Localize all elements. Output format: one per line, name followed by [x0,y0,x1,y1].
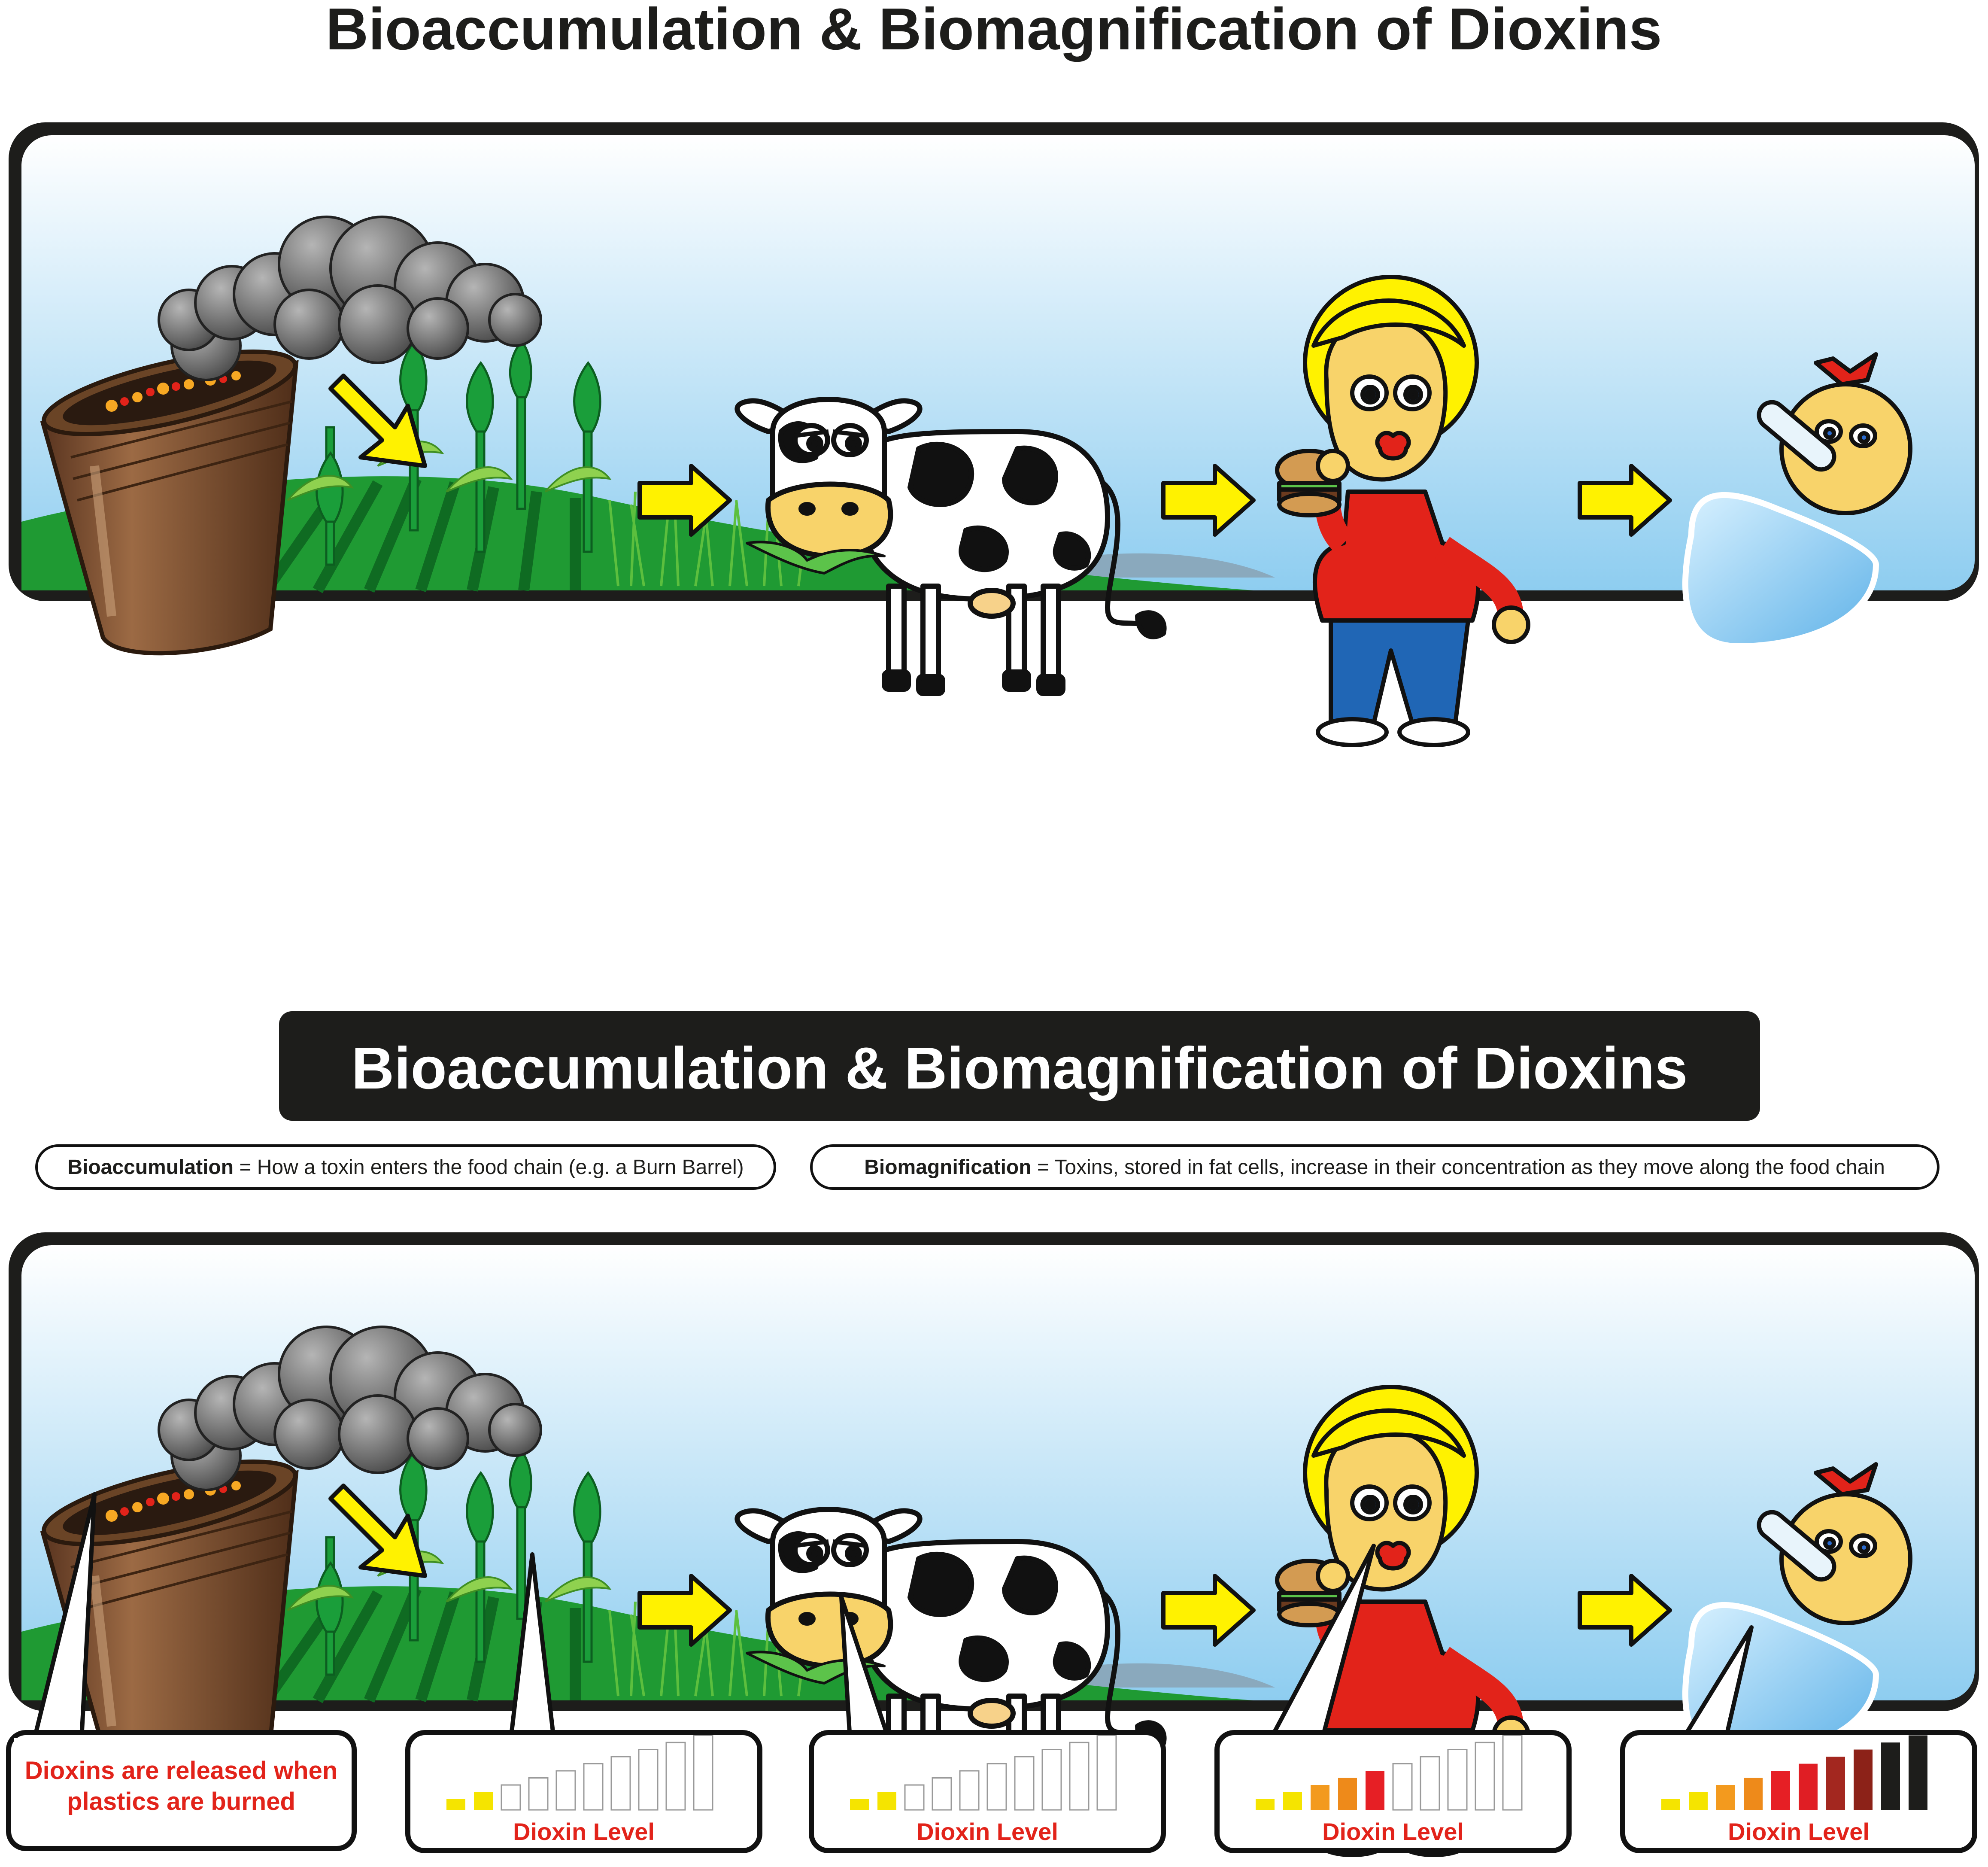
dioxin-bar-empty [529,1778,548,1810]
dioxin-bar-filled [1744,1778,1763,1810]
biomagnification-term: Biomagnification [864,1156,1032,1179]
top-scene-panel [9,122,1979,745]
dioxin-level-label: Dioxin Level [1322,1818,1464,1845]
dioxin-bar-filled [474,1792,493,1810]
biomagnification-definition [811,1146,1938,1189]
dioxin-bar-empty [932,1778,951,1810]
dioxin-bar-filled [1283,1792,1302,1810]
dioxin-bar-empty [611,1757,630,1810]
dioxin-level-woman [1217,1733,1569,1851]
top-title: Bioaccumulation & Biomagnification of Dioxins [325,0,1662,62]
dioxin-bar-filled [1716,1785,1735,1810]
dioxin-level-cow [811,1733,1163,1851]
dioxin-bar-empty [694,1736,713,1810]
dioxin-level-label: Dioxin Level [1728,1818,1870,1845]
dioxin-bar-filled [877,1792,896,1810]
dioxin-bar-filled [1826,1757,1845,1810]
dioxin-bar-empty [1475,1742,1494,1810]
dioxin-bar-empty [556,1771,575,1810]
dioxin-bar-empty [639,1750,658,1810]
dioxin-bar-empty [905,1785,924,1810]
dioxin-bar-empty [584,1764,603,1810]
dioxin-bar-filled [1661,1799,1680,1810]
bioaccumulation-text: = How a toxin enters the food chain (e.g. a Burn Barrel) [234,1156,744,1179]
dioxin-bar-filled [1311,1785,1329,1810]
dioxin-level-label: Dioxin Level [513,1818,655,1845]
bioaccumulation-term: Bioaccumulation [67,1156,234,1179]
dioxin-bar-filled [446,1799,465,1810]
dioxin-bar-filled [1256,1799,1275,1810]
dioxin-level-callouts [408,1733,1975,1851]
dioxin-bar-filled [850,1799,869,1810]
dioxin-bar-empty [1070,1742,1089,1810]
biomagnification-text: = Toxins, stored in fat cells, increase in their concentration as they move along the food chain [1031,1156,1885,1179]
dioxin-bar-filled [1338,1778,1357,1810]
dioxin-bar-filled [1799,1764,1818,1810]
bioaccumulation-definition [36,1146,775,1189]
dioxin-bar-filled [1771,1771,1790,1810]
dioxin-bar-empty [666,1742,685,1810]
dioxin-bar-empty [1420,1757,1439,1810]
bottom-title-banner [279,1011,1760,1121]
dioxin-bar-filled [1909,1736,1927,1810]
callout-barrel-line1: Dioxins are released when [24,1757,338,1785]
dioxin-bar-empty [1503,1736,1522,1810]
callout-barrel-line2: plastics are burned [67,1788,295,1815]
dioxin-bar-empty [1042,1750,1061,1810]
bottom-title: Bioaccumulation & Biomagnification of Dioxins [351,1035,1688,1101]
dioxin-bar-filled [1854,1750,1873,1810]
dioxin-level-baby [1623,1733,1975,1851]
dioxin-bar-empty [1097,1736,1116,1810]
dioxin-level-plants [408,1733,760,1851]
dioxin-bar-filled [1689,1792,1708,1810]
dioxin-bar-empty [1393,1764,1412,1810]
dioxin-level-label: Dioxin Level [917,1818,1058,1845]
dioxin-bar-empty [1015,1757,1034,1810]
svg-text:Biomagnification = Toxins, sto [864,1156,1885,1179]
dioxin-bar-filled [1881,1742,1900,1810]
dioxin-bar-empty [501,1785,520,1810]
dioxin-bar-empty [1448,1750,1467,1810]
svg-text:Bioaccumulation = How a toxin [67,1156,744,1179]
callout-barrel [9,1733,354,1849]
dioxin-bar-empty [960,1771,979,1810]
dioxin-bar-filled [1366,1771,1384,1810]
dioxin-bar-empty [987,1764,1006,1810]
